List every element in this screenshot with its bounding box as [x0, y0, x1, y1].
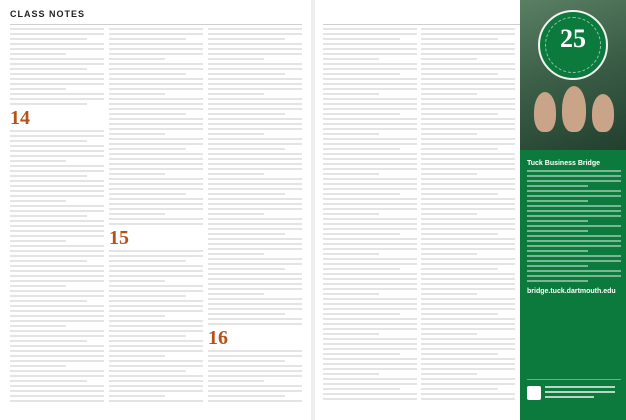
class-notes-column-3 [208, 28, 302, 402]
class-year-dropnumber: 14 [10, 107, 30, 129]
tuck-logo [527, 379, 621, 408]
right-page [315, 0, 626, 420]
anniversary-badge-number: 25 [560, 24, 586, 53]
class-year-dropnumber: 15 [109, 227, 129, 249]
left-page [0, 0, 311, 420]
class-notes-column-1 [10, 28, 104, 402]
tuck-logo-mark-icon [527, 386, 541, 400]
tuck-business-bridge-ad [520, 0, 626, 420]
ad-title: Tuck Business Bridge [527, 160, 601, 167]
class-year-dropnumber: 16 [208, 327, 228, 349]
ad-students-photo [520, 0, 626, 150]
ad-website-link[interactable]: bridge.tuck.dartmouth.edu [527, 288, 616, 295]
section-title: CLASS NOTES [10, 9, 86, 19]
class-notes-column-4 [323, 28, 417, 402]
class-notes-column-2 [109, 28, 203, 402]
anniversary-badge [538, 10, 608, 80]
left-page-header [10, 8, 302, 25]
class-notes-column-5 [421, 28, 515, 402]
ad-body [527, 160, 621, 295]
